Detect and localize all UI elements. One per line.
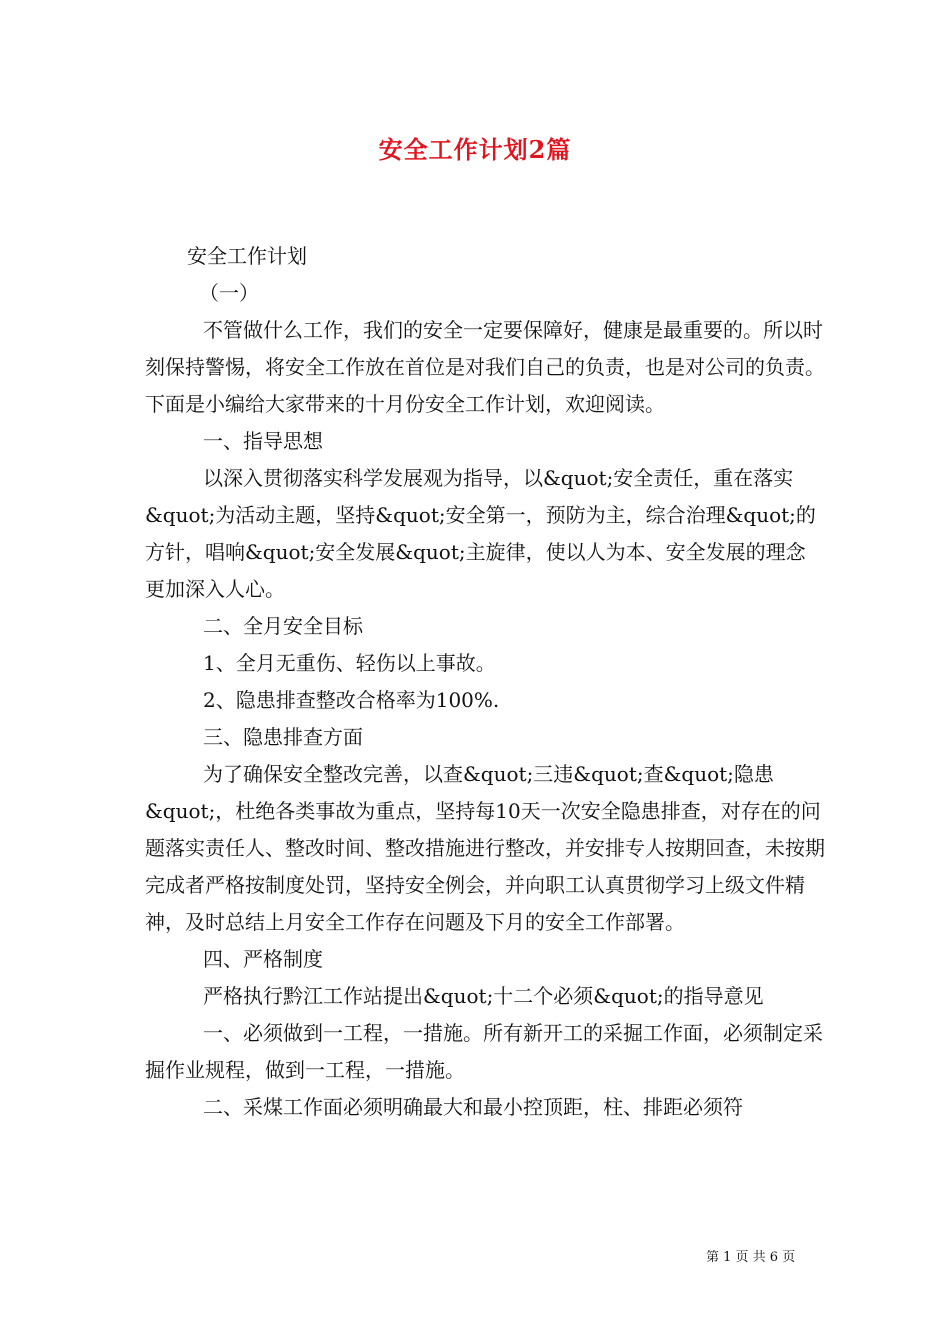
paragraph-intro: 不管做什么工作，我们的安全一定要保障好，健康是最重要的。所以时刻保持警惕，将安全工作放在首位是对我们自己的负责，也是对公司的负责。下面是小编给大家带来的十月份安全工作计划，欢迎阅读。 — [145, 318, 825, 416]
paragraph-strict-rules: 严格执行黔江工作站提出&quot;十二个必须&quot;的指导意见 — [203, 984, 764, 1008]
heading-strict-rules: 四、严格制度 — [203, 947, 323, 971]
page-indicator: 第 1 页 共 6 页 — [706, 1250, 796, 1265]
section-number: （一） — [199, 281, 259, 305]
rule-item-2: 二、采煤工作面必须明确最大和最小控顶距，柱、排距必须符 — [203, 1095, 743, 1119]
heading-guiding-ideology: 一、指导思想 — [203, 429, 323, 453]
heading-monthly-goals: 二、全月安全目标 — [203, 614, 363, 638]
document-subtitle: 安全工作计划 — [187, 244, 307, 268]
paragraph-guiding-ideology: 以深入贯彻落实科学发展观为指导，以&quot;安全责任，重在落实&quot;为活动主题，坚持&quot;安全第一，预防为主，综合治理&quot;的方针，唱响&quot;安全发展&quot;主旋律，使以人为本、安全发展的理念更加深入人心。 — [145, 466, 816, 601]
heading-hazard-inspection: 三、隐患排查方面 — [203, 725, 363, 749]
document-body — [145, 238, 825, 1126]
goal-item-1: 1、全月无重伤、轻伤以上事故。 — [203, 651, 496, 675]
goal-item-2: 2、隐患排查整改合格率为100%. — [203, 688, 500, 712]
rule-item-1: 一、必须做到一工程，一措施。所有新开工的采掘工作面，必须制定采掘作业规程，做到一工程，一措施。 — [145, 1021, 823, 1082]
paragraph-hazard-inspection: 为了确保安全整改完善，以查&quot;三违&quot;查&quot;隐患&quot;，杜绝各类事故为重点，坚持每10天一次安全隐患排查，对存在的问题落实责任人、整改时间、整改措施进行整改，并安排专人按期回查，未按期完成者严格按制度处罚，坚持安全例会，并向职工认真贯彻学习上级文件精神，及时总结上月安全工作存在问题及下月的安全工作部署。 — [145, 762, 825, 934]
page-title: 安全工作计划2篇 — [378, 135, 572, 164]
